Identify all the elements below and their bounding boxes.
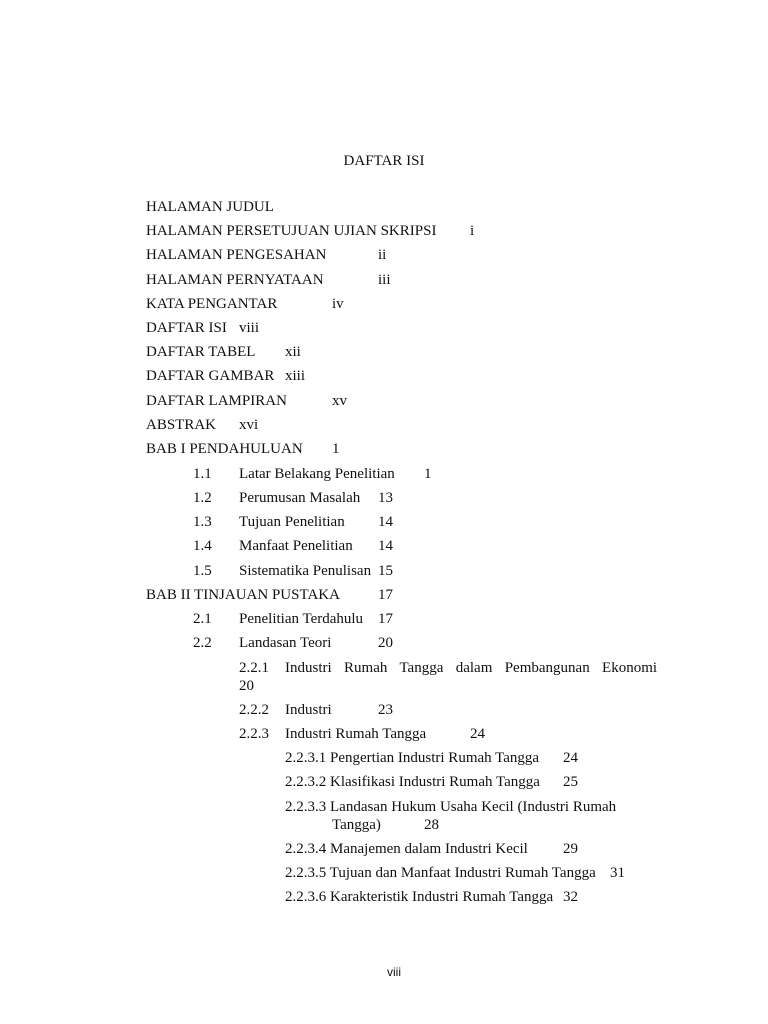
subsubsection-label: 2.2.3.4 Manajemen dalam Industri Kecil: [285, 841, 528, 857]
toc-entry-page: xii: [285, 344, 301, 360]
toc-entry-label: HALAMAN PERSETUJUAN UJIAN SKRIPSI: [146, 223, 437, 239]
subsubsection-label-continued: Tangga): [332, 817, 381, 833]
subsection-label: [285, 660, 657, 677]
section-number: 1.5: [193, 563, 212, 579]
toc-entry-label: KATA PENGANTAR: [146, 296, 278, 312]
section-label: Manfaat Penelitian: [239, 538, 353, 554]
subsection-label: Industri Rumah Tangga: [285, 726, 427, 742]
subsection-label: Industri: [285, 702, 332, 718]
chapter-page: 17: [378, 587, 393, 603]
subsection-word: Rumah: [344, 660, 388, 676]
section-page: 15: [378, 563, 393, 579]
toc-entry-label: ABSTRAK: [146, 417, 217, 433]
subsubsection-label: 2.2.3.3 Landasan Hukum Usaha Kecil (Industri Rumah: [285, 799, 617, 815]
section-label: Penelitian Terdahulu: [239, 611, 364, 627]
section-label: Tujuan Penelitian: [239, 514, 345, 530]
toc-entry-page: viii: [239, 320, 260, 336]
subsubsection-page: 32: [563, 889, 578, 905]
toc-entry-page: iv: [332, 296, 344, 312]
subsection-page: 20: [239, 678, 254, 694]
section-label: Sistematika Penulisan: [239, 563, 372, 579]
section-page: 1: [424, 466, 432, 482]
section-number: 2.2: [193, 635, 212, 651]
toc-entry-label: DAFTAR GAMBAR: [146, 368, 275, 384]
subsection-word: Pembangunan: [504, 660, 590, 676]
toc-entry-label: DAFTAR TABEL: [146, 344, 256, 360]
section-page: 14: [378, 514, 393, 530]
toc-entry-page: xvi: [239, 417, 259, 433]
section-number: 1.1: [193, 466, 212, 482]
page-number-footer: viii: [387, 965, 401, 979]
subsubsection-label: 2.2.3.6 Karakteristik Industri Rumah Tangga: [285, 889, 554, 905]
subsubsection-page: 31: [610, 865, 625, 881]
chapter-label: BAB II TINJAUAN PUSTAKA: [146, 587, 340, 603]
subsubsection-label: 2.2.3.2 Klasifikasi Industri Rumah Tangga: [285, 774, 540, 790]
subsection-word: Tangga: [399, 660, 444, 676]
toc-entry-label: DAFTAR ISI: [146, 320, 227, 336]
toc-entry-label: HALAMAN PERNYATAAN: [146, 272, 324, 288]
subsection-word: dalam: [455, 660, 493, 676]
toc-entry-page: iii: [378, 272, 391, 288]
subsubsection-page: 28: [424, 817, 439, 833]
section-page: 13: [378, 490, 393, 506]
section-page: 14: [378, 538, 393, 554]
toc-entry-label: DAFTAR LAMPIRAN: [146, 393, 287, 409]
subsection-number: 2.2.2: [239, 702, 269, 718]
toc-entry-page: ii: [378, 247, 387, 263]
toc-entry-page: xv: [332, 393, 347, 409]
subsection-word: Industri: [285, 660, 332, 676]
subsection-page: 23: [378, 702, 393, 718]
toc-entry-page: xiii: [285, 368, 306, 384]
chapter-label: BAB I PENDAHULUAN: [146, 441, 303, 457]
section-page: 20: [378, 635, 393, 651]
section-number: 1.2: [193, 490, 212, 506]
subsubsection-page: 24: [563, 750, 578, 766]
subsubsection-page: 25: [563, 774, 578, 790]
toc-entry-label: HALAMAN PENGESAHAN: [146, 247, 327, 263]
subsubsection-page: 29: [563, 841, 578, 857]
section-number: 1.3: [193, 514, 212, 530]
toc-entry-label: HALAMAN JUDUL: [146, 199, 274, 215]
section-label: Latar Belakang Penelitian: [239, 466, 395, 482]
subsection-word: Ekonomi: [602, 660, 658, 676]
toc-entry-page: i: [470, 223, 475, 239]
page-title: DAFTAR ISI: [343, 153, 425, 169]
subsection-number: 2.2.3: [239, 726, 269, 742]
section-number: 2.1: [193, 611, 212, 627]
section-label: Perumusan Masalah: [239, 490, 361, 506]
chapter-page: 1: [332, 441, 340, 457]
section-label: Landasan Teori: [239, 635, 332, 651]
subsubsection-label: 2.2.3.1 Pengertian Industri Rumah Tangga: [285, 750, 540, 766]
section-page: 17: [378, 611, 393, 627]
subsection-number: 2.2.1: [239, 660, 269, 676]
section-number: 1.4: [193, 538, 212, 554]
subsection-page: 24: [470, 726, 485, 742]
subsubsection-label: 2.2.3.5 Tujuan dan Manfaat Industri Rumah Tangga: [285, 865, 596, 881]
